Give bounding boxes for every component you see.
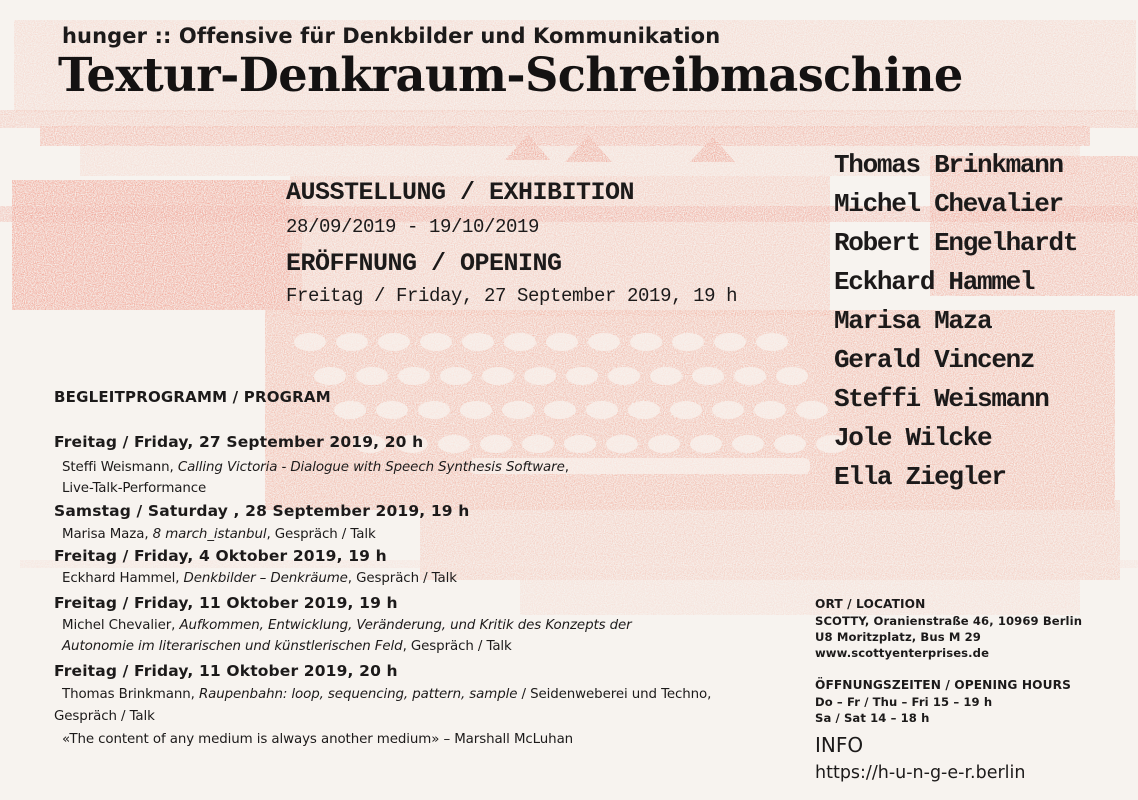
artist-name: Michel Chevalier (834, 189, 1063, 219)
event-1-description: Steffi Weismann, Calling Victoria - Dialogue with Speech Synthesis Software, (62, 460, 569, 475)
artist-name: Steffi Weismann (834, 384, 1049, 414)
venue-website-link[interactable]: www.scottyenterprises.de (815, 646, 990, 660)
info-label: INFO (815, 733, 864, 757)
exhibition-dates: 28/09/2019 - 19/10/2019 (286, 216, 540, 238)
artist-name: Gerald Vincenz (834, 345, 1035, 375)
organizer-line: hunger :: Offensive für Denkbilder und Kommunikation (62, 24, 721, 48)
artist-name: Thomas Brinkmann (834, 150, 1063, 180)
venue-address: SCOTTY, Oranienstraße 46, 10969 Berlin (815, 614, 1083, 628)
event-3-description: Eckhard Hammel, Denkbilder – Denkräume, Gespräch / Talk (62, 571, 457, 586)
weekend-hours: Sa / Sat 14 – 18 h (815, 711, 930, 725)
event-5-date: Freitag / Friday, 11 Oktober 2019, 20 h (54, 662, 398, 680)
info-url-link[interactable]: https://h-u-n-g-e-r.berlin (815, 763, 1026, 783)
event-5-description: Thomas Brinkmann, Raupenbahn: loop, sequencing, pattern, sample / Seidenweberei und Techno, (62, 687, 712, 702)
opening-date: Freitag / Friday, 27 September 2019, 19 h (286, 285, 738, 307)
weekday-hours: Do – Fr / Thu – Fri 15 – 19 h (815, 695, 993, 709)
transit-info: U8 Moritzplatz, Bus M 29 (815, 630, 981, 644)
opening-hours-heading: ÖFFNUNGSZEITEN / OPENING HOURS (815, 678, 1071, 692)
event-2-date: Samstag / Saturday , 28 September 2019, 19 h (54, 502, 470, 520)
event-4-description-cont: Autonomie im literarischen und künstlerischen Feld, Gespräch / Talk (62, 639, 512, 654)
opening-heading: ERÖFFNUNG / OPENING (286, 249, 562, 278)
event-5-format: Gespräch / Talk (54, 709, 155, 724)
program-title: BEGLEITPROGRAMM / PROGRAM (54, 388, 331, 406)
artist-list (834, 146, 1077, 497)
event-1-date: Freitag / Friday, 27 September 2019, 20 h (54, 433, 424, 451)
poster-title: Textur-Denkraum-Schreibmaschine (58, 48, 963, 103)
artist-name: Robert Engelhardt (834, 228, 1078, 258)
location-heading: ORT / LOCATION (815, 597, 926, 611)
event-2-description: Marisa Maza, 8 march_istanbul, Gespräch / Talk (62, 527, 376, 542)
artist-name: Eckhard Hammel (834, 267, 1035, 297)
artist-name: Jole Wilcke (834, 423, 992, 453)
artist-name: Marisa Maza (834, 306, 992, 336)
artist-name: Ella Ziegler (834, 462, 1006, 492)
event-4-date: Freitag / Friday, 11 Oktober 2019, 19 h (54, 594, 398, 612)
mcluhan-quote: «The content of any medium is always another medium» – Marshall McLuhan (62, 732, 574, 747)
event-1-format: Live-Talk-Performance (62, 481, 207, 496)
event-4-description: Michel Chevalier, Aufkommen, Entwicklung, Veränderung, und Kritik des Konzepts der (62, 618, 632, 633)
event-3-date: Freitag / Friday, 4 Oktober 2019, 19 h (54, 547, 387, 565)
exhibition-heading: AUSSTELLUNG / EXHIBITION (286, 178, 635, 207)
